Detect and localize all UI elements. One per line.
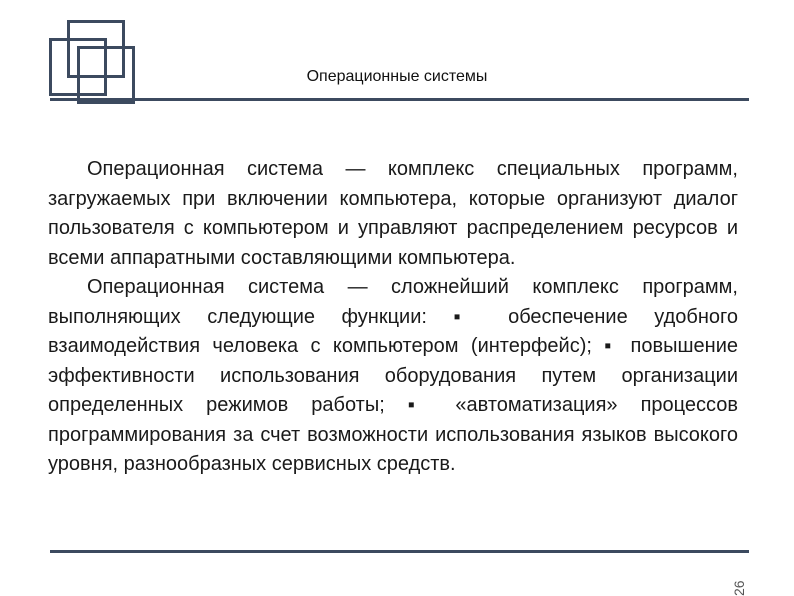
slide-title-text: Операционные системы xyxy=(306,68,488,85)
bottom-divider xyxy=(50,550,749,553)
slide-body xyxy=(48,155,738,480)
page-number: 26 xyxy=(731,580,747,596)
paragraph-definition: Операционная система — комплекс специальных программ, загружаемых при включении компьютера, которые организуют диалог пользователя с компьютером и управляют распределением ресурсов и всеми аппаратными составляющими компьютера. xyxy=(48,158,738,269)
paragraph-functions: Операционная система — сложнейший комплекс программ, выполняющих следующие функции: ▪ обеспечение удобного взаимодействия человека с компьютером (интерфейс); ▪ повышение эффективности использования оборудования путем организации определенных режимов работы; ▪ «автоматизация» процессов программирования за счет возможности использования языков высокого уровня, разнообразных сервисных средств. xyxy=(48,276,738,475)
top-divider xyxy=(50,98,749,101)
logo-squares-icon xyxy=(49,20,139,98)
slide-title xyxy=(0,68,794,86)
